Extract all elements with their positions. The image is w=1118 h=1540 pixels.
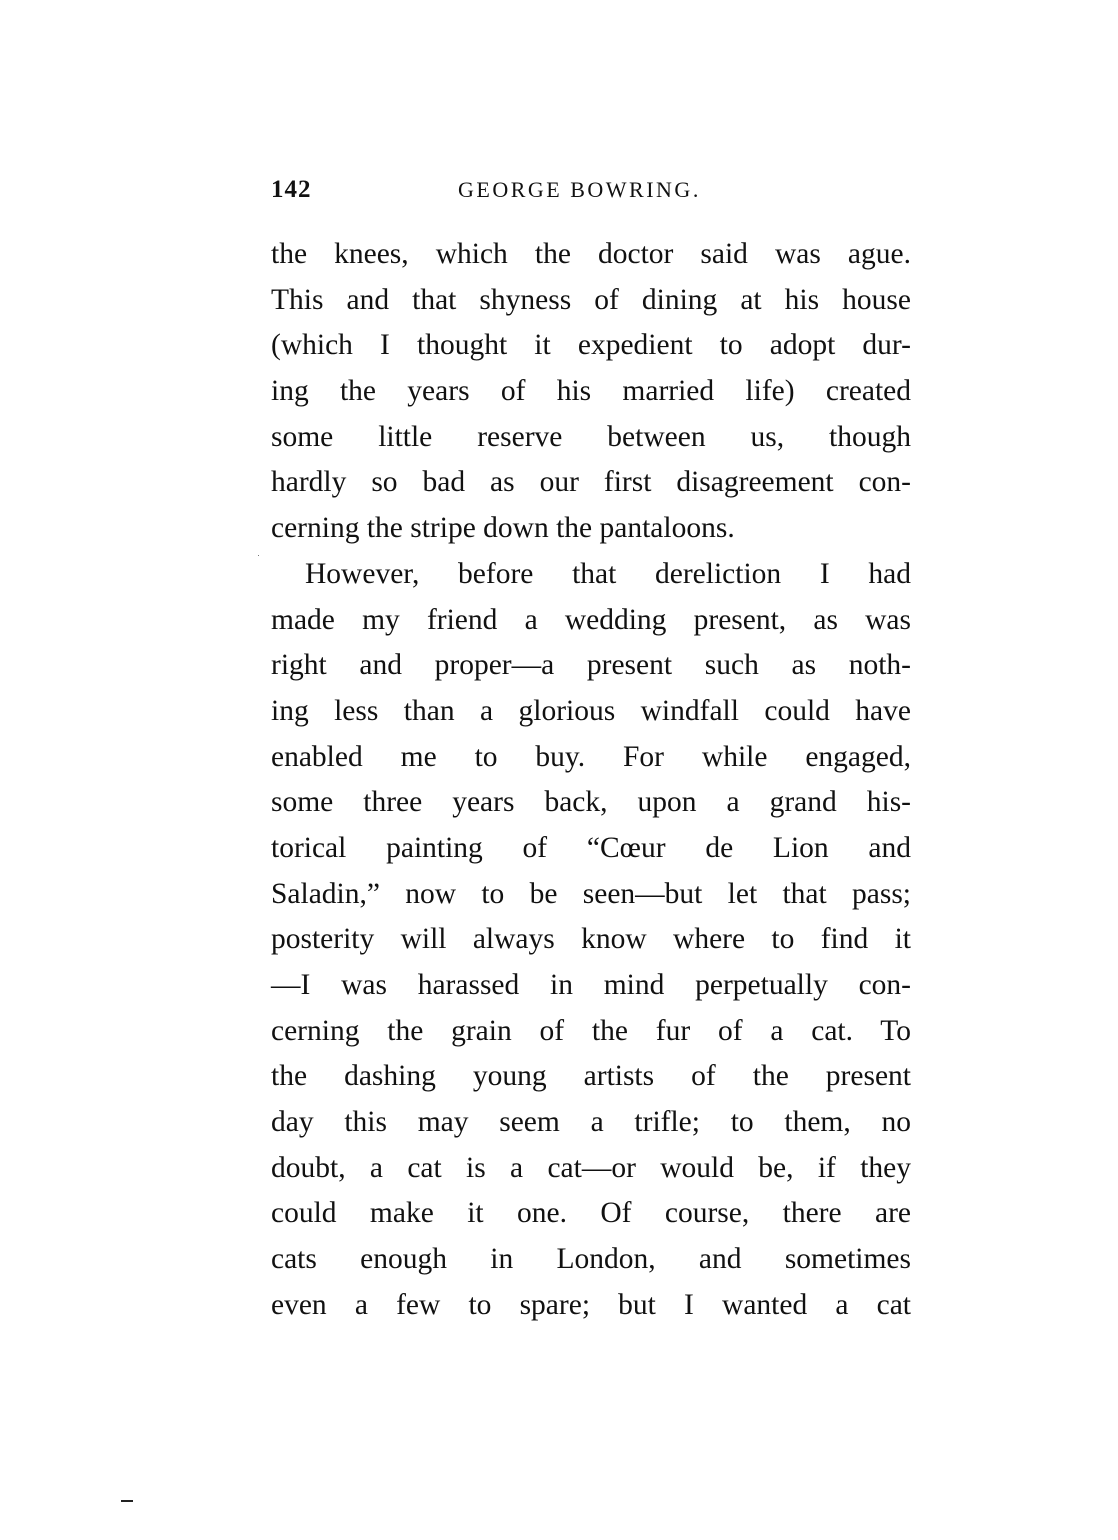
text-line: cats enough in London, and sometimes xyxy=(271,1243,911,1276)
text-line: hardly so bad as our first disagreement con- xyxy=(271,466,911,499)
text-line: (which I thought it expedient to adopt dur- xyxy=(271,329,911,362)
text-line: ing less than a glorious windfall could have xyxy=(271,694,911,727)
margin-speck xyxy=(258,555,259,556)
text-line: Saladin,” now to be seen—but let that pass; xyxy=(271,877,911,910)
page-header xyxy=(271,176,911,210)
text-line: cerning the stripe down the pantaloons. xyxy=(271,512,735,545)
text-line: even a few to spare; but I wanted a cat xyxy=(271,1288,911,1321)
text-line: torical painting of “Cœur de Lion and xyxy=(271,831,911,864)
page-number: 142 xyxy=(271,176,312,203)
text-line: This and that shyness of dining at his house xyxy=(271,283,911,316)
text-line: made my friend a wedding present, as was xyxy=(271,603,911,636)
text-line: the dashing young artists of the present xyxy=(271,1060,911,1093)
body-text xyxy=(271,232,911,1329)
text-line: However, before that dereliction I had xyxy=(305,557,911,590)
text-line: right and proper—a present such as noth- xyxy=(271,649,911,682)
text-line: some little reserve between us, though xyxy=(271,420,911,453)
text-line: day this may seem a trifle; to them, no xyxy=(271,1106,911,1139)
text-line: some three years back, upon a grand his- xyxy=(271,786,911,819)
text-line: enabled me to buy. For while engaged, xyxy=(271,740,911,773)
text-line: posterity will always know where to find it xyxy=(271,923,911,956)
running-title: GEORGE BOWRING. xyxy=(458,177,701,202)
text-line: could make it one. Of course, there are xyxy=(271,1197,911,1230)
text-line: —I was harassed in mind perpetually con- xyxy=(271,969,911,1001)
text-line: cerning the grain of the fur of a cat. To xyxy=(271,1014,911,1047)
text-line: ing the years of his married life) created xyxy=(271,375,911,408)
text-line: the knees, which the doctor said was ague. xyxy=(271,238,911,270)
text-line: doubt, a cat is a cat—or would be, if they xyxy=(271,1151,911,1184)
scan-edge-mark xyxy=(121,1500,133,1502)
